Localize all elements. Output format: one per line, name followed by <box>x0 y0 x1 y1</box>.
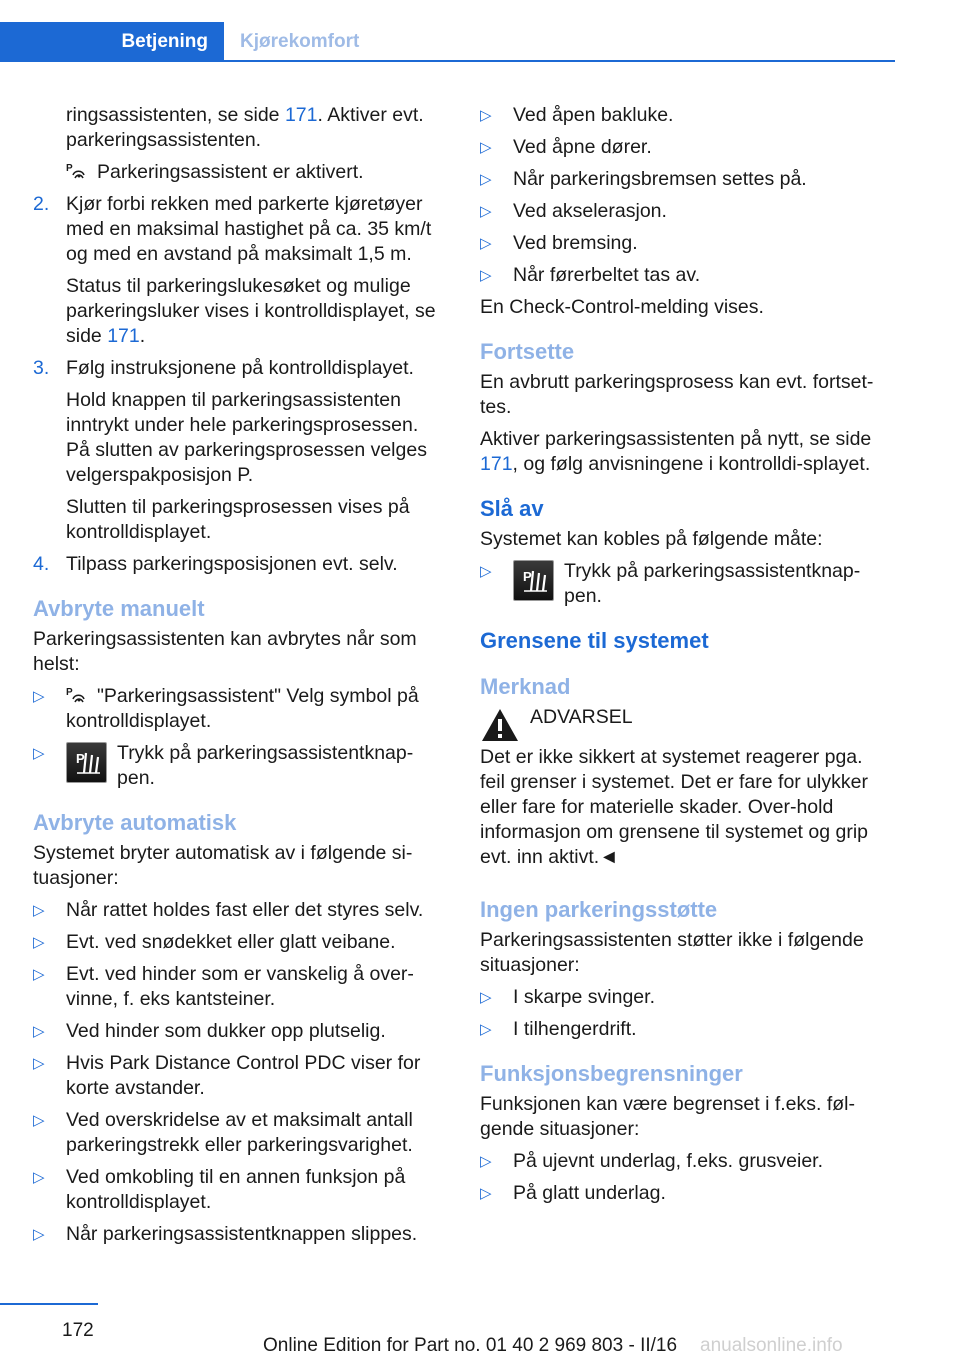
bullet-icon: ▷ <box>33 933 45 951</box>
heading-switch-off: Slå av <box>480 496 544 521</box>
step-number: 4. <box>33 553 50 575</box>
check-control-note: En Check-Control-melding vises. <box>480 296 764 318</box>
bullet-icon: ▷ <box>480 234 492 252</box>
list-item-text: Ved overskridelse av et maksimalt antall parkeringstrekk eller parkeringsvarighet. <box>66 1109 413 1156</box>
list-item-text: Ved bremsing. <box>513 232 638 254</box>
list-item <box>480 1017 892 1042</box>
auto-intro: Systemet bryter automatisk av i følgende si-tuasjoner: <box>33 842 413 889</box>
step2-sub <box>33 274 447 349</box>
list-item-text: Ved åpen bakluke. <box>513 104 674 126</box>
list-item <box>480 1181 892 1206</box>
step-text: Følg instruksjonene på kontrolldisplayet. <box>66 357 414 379</box>
func-intro: Funksjonen kan være begrenset i f.eks. føl-gende situasjoner: <box>480 1093 856 1140</box>
heading-no-support: Ingen parkeringsstøtte <box>480 897 718 922</box>
svg-text:P: P <box>66 687 73 698</box>
step-text: Kjør forbi rekken med parkerte kjøretøyer med en maksimal hastighet på ca. 35 km/t og med en avstand på maksimalt 1,5 m. <box>66 193 432 265</box>
list-item-text: Når førerbeltet tas av. <box>513 264 701 286</box>
bullet-icon: ▷ <box>480 1152 492 1170</box>
page-link[interactable]: 171 <box>480 453 513 475</box>
list-item-text: Trykk på parkeringsassistentknap-pen. <box>564 560 861 607</box>
bullet-icon: ▷ <box>480 170 492 188</box>
bullet-icon: ▷ <box>33 687 45 705</box>
bullet-icon: ▷ <box>33 1168 45 1186</box>
text: Status til parkeringslukesøket og mulige parkeringsluker vises i kontrolldisplayet, se side <box>66 275 436 347</box>
parking-assistant-icon <box>66 685 92 705</box>
list-item <box>33 962 447 1012</box>
list-item <box>480 103 892 128</box>
step3-sub2: Slutten til parkeringsprosessen vises på kontrolldisplayet. <box>66 496 410 543</box>
list-item <box>33 898 447 923</box>
list-item <box>33 1222 447 1247</box>
text: Aktiver parkeringsassistenten på nytt, se side <box>480 428 872 450</box>
list-item-text: Evt. ved snødekket eller glatt veibane. <box>66 931 396 953</box>
list-item-text: Når parkeringsbremsen settes på. <box>513 168 807 190</box>
list-item <box>480 263 892 288</box>
bullet-icon: ▷ <box>480 138 492 156</box>
parking-assistant-button-icon <box>66 742 107 783</box>
continue-p1: En avbrutt parkeringsprosess kan evt. fortset-tes. <box>480 371 874 418</box>
list-item <box>33 1051 447 1101</box>
auto-list <box>33 898 447 1247</box>
list-item <box>33 1165 447 1215</box>
list-item-text: Trykk på parkeringsassistentknap-pen. <box>117 742 414 789</box>
heading-continue: Fortsette <box>480 339 575 364</box>
list-item-text: I tilhengerdrift. <box>513 1018 637 1040</box>
list-item <box>480 559 892 609</box>
svg-text:P: P <box>66 163 73 174</box>
list-item <box>33 1108 447 1158</box>
list-item-text: Ved akselerasjon. <box>513 200 667 222</box>
step-4 <box>33 552 447 577</box>
edition-text: Online Edition for Part no. 01 40 2 969 803 - II/16 <box>263 1335 678 1356</box>
warning-text: Det er ikke sikkert at systemet reagerer pga. feil grenser i systemet. Det er fare for ulykker eller fare for materielle skader. Over-hold informasjon om grensene til systemet og grip evt. inn aktivt.◄ <box>480 746 869 868</box>
list-item <box>480 199 892 224</box>
step-2 <box>33 192 447 267</box>
warning-triangle-icon <box>480 707 520 743</box>
bullet-icon: ▷ <box>480 988 492 1006</box>
page-link[interactable]: 171 <box>107 325 140 347</box>
list-item-text: I skarpe svinger. <box>513 986 655 1008</box>
list-item <box>480 167 892 192</box>
list-item-text: Når rattet holdes fast eller det styres selv. <box>66 899 424 921</box>
bullet-icon: ▷ <box>33 1022 45 1040</box>
bullet-icon: ▷ <box>33 1054 45 1072</box>
active-note <box>33 160 447 185</box>
list-item <box>480 231 892 256</box>
list-item <box>33 684 447 734</box>
text: . Aktiver evt. parkeringsassistenten. <box>66 104 424 151</box>
svg-text:P: P <box>76 751 85 766</box>
bullet-icon: ▷ <box>480 562 492 580</box>
heading-function-limits: Funksjonsbegrensninger <box>480 1061 743 1086</box>
tab-kjorekomfort[interactable]: Kjørekomfort <box>240 31 360 52</box>
list-item-text: Ved åpne dører. <box>513 136 652 158</box>
bullet-icon: ▷ <box>33 744 45 762</box>
step3-sub1: Hold knappen til parkeringsassistenten inntrykt under hele parkeringsprosessen. På slutten av parkeringsprosessen velges velgerspakposisjon P. <box>66 389 427 486</box>
list-item <box>480 135 892 160</box>
bullet-icon: ▷ <box>480 202 492 220</box>
list-item-text: På ujevnt underlag, f.eks. grusveier. <box>513 1150 824 1172</box>
chapter-header <box>0 22 895 62</box>
svg-text:P: P <box>523 569 532 584</box>
list-item-text: Evt. ved hinder som er vanskelig å over-vinne, f. eks kantsteiner. <box>66 963 414 1010</box>
parking-assistant-icon <box>66 161 92 181</box>
list-item <box>33 1019 447 1044</box>
active-note-text: Parkeringsassistent er aktivert. <box>97 161 364 183</box>
list-item-text: Ved hinder som dukker opp plutselig. <box>66 1020 386 1042</box>
list-item-text: På glatt underlag. <box>513 1182 666 1204</box>
text: , og følg anvisningene i kontrolldi-splayet. <box>512 453 871 475</box>
footer-rule <box>0 1303 98 1305</box>
bullet-icon: ▷ <box>480 1184 492 1202</box>
heading-auto-abort: Avbryte automatisk <box>33 810 237 835</box>
list-item <box>480 1149 892 1174</box>
heading-note: Merknad <box>480 674 571 699</box>
watermark: anualsonline.info <box>700 1335 843 1356</box>
bullet-icon: ▷ <box>33 965 45 983</box>
tab-betjening[interactable]: Betjening <box>0 22 224 62</box>
list-item-text: "Parkeringsassistent" Velg symbol på kontrolldisplayet. <box>66 685 419 732</box>
bullet-icon: ▷ <box>33 1225 45 1243</box>
bullet-icon: ▷ <box>480 1020 492 1038</box>
left-column <box>33 103 447 1254</box>
step-number: 2. <box>33 193 50 215</box>
warning-box <box>480 705 892 745</box>
list-item <box>480 985 892 1010</box>
warning-title: ADVARSEL <box>530 706 633 728</box>
continue-p2 <box>480 427 892 477</box>
step-number: 3. <box>33 357 50 379</box>
list-item-text: Når parkeringsassistentknappen slippes. <box>66 1223 418 1245</box>
heading-manual-abort: Avbryte manuelt <box>33 596 205 621</box>
text: . <box>139 325 146 347</box>
step-3 <box>33 356 447 381</box>
list-item-text: Ved omkobling til en annen funksjon på kontrolldisplayet. <box>66 1166 406 1213</box>
page-number: 172 <box>62 1320 94 1341</box>
off-intro: Systemet kan kobles på følgende måte: <box>480 528 823 550</box>
bullet-icon: ▷ <box>480 106 492 124</box>
step1-continuation <box>33 103 447 153</box>
manual-intro: Parkeringsassistenten kan avbrytes når som helst: <box>33 628 417 675</box>
parking-assistant-button-icon <box>513 560 554 601</box>
page-link[interactable]: 171 <box>284 104 318 126</box>
bullet-icon: ▷ <box>480 266 492 284</box>
list-item <box>33 741 447 791</box>
bullet-icon: ▷ <box>33 1111 45 1129</box>
text: ringsassistenten, se side <box>66 104 285 126</box>
right-column <box>480 103 892 1213</box>
abort-conditions-list <box>480 103 892 288</box>
bullet-icon: ▷ <box>33 901 45 919</box>
heading-system-limits: Grensene til systemet <box>480 628 709 653</box>
list-item-text: Hvis Park Distance Control PDC viser for korte avstander. <box>66 1052 421 1099</box>
list-item <box>33 930 447 955</box>
step-text: Tilpass parkeringsposisjonen evt. selv. <box>66 553 398 575</box>
no-support-intro: Parkeringsassistenten støtter ikke i følgende situasjoner: <box>480 929 864 976</box>
